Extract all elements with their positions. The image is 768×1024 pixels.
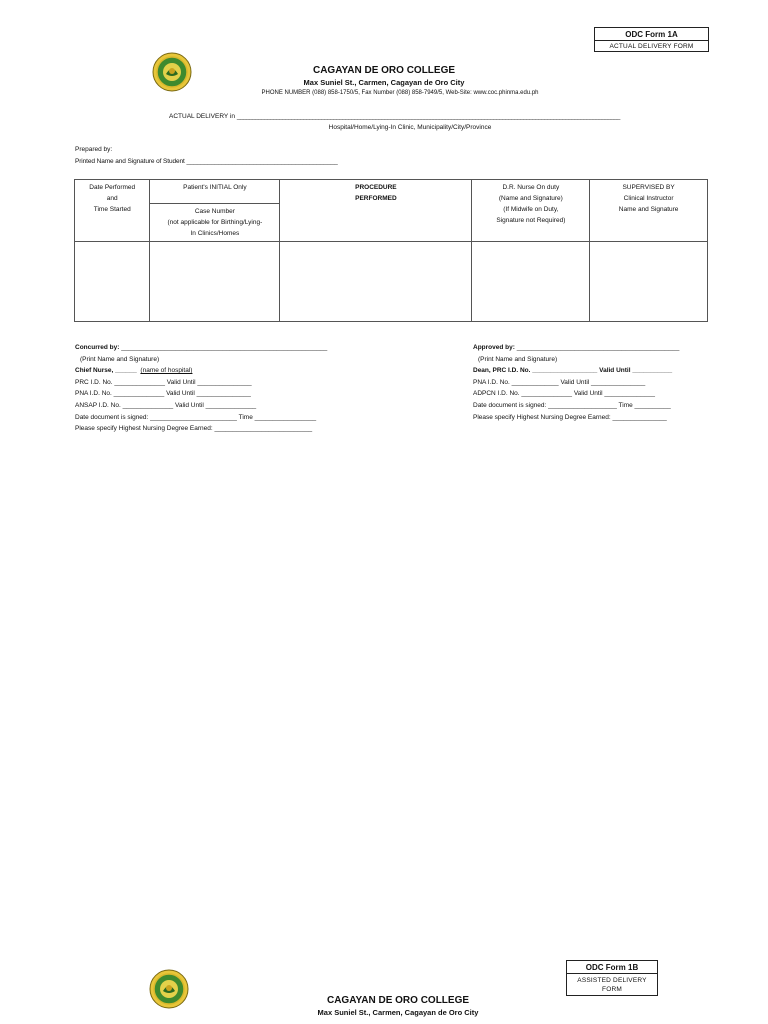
college-address: Max Suniel St., Carmen, Cagayan de Oro City [303, 78, 465, 87]
entry-nurse-cell[interactable] [472, 242, 590, 322]
form-name: ACTUAL DELIVERY FORM [609, 43, 694, 50]
approved-date: Date document is signed: ___________________ Time __________ [473, 401, 671, 409]
header-procedure [280, 180, 472, 242]
concurred-print: (Print Name and Signature) [80, 355, 160, 363]
entry-procedure-cell[interactable] [280, 242, 472, 322]
approved-pna: PNA I.D. No. _____________ Valid Until _______________ [473, 378, 646, 386]
approved-dean: Dean, PRC I.D. No. __________________ Valid Until ___________ [473, 367, 673, 375]
concurred-prc: PRC I.D. No. ______________ Valid Until _______________ [75, 378, 252, 386]
form-name-2a: ASSISTED DELIVERY [577, 977, 647, 984]
procedure-table [74, 179, 708, 322]
college-contact: PHONE NUMBER (088) 858-1750/5, Fax Number (088) 858-7949/5, Web-Site: www.coc.phinma.edu.ph [261, 90, 539, 96]
student-signature: Printed Name and Signature of Student ___________________________________________ [75, 158, 338, 165]
prepared-label: Prepared by: [75, 146, 113, 153]
delivery-label: ACTUAL DELIVERY in [169, 113, 235, 120]
entry-supervisor-cell[interactable] [590, 242, 708, 322]
performed-label: PERFORMED [355, 195, 397, 202]
midwife-label: (If Midwife on Duty, [503, 206, 559, 213]
form-code-2: ODC Form 1B [567, 961, 657, 974]
chief-nurse-label: Chief Nurse, ______ [75, 367, 137, 375]
form-code-box [594, 27, 709, 52]
header-dr-nurse [472, 180, 590, 242]
concurred-degree: Please specify Highest Nursing Degree Earned: ___________________________ [75, 425, 313, 433]
form-code-box-2 [566, 960, 658, 996]
approved-adpcn: ADPCN I.D. No. ______________ Valid Until ______________ [473, 390, 656, 398]
concurred-block [75, 342, 327, 435]
date-label: Date Performed [89, 184, 136, 191]
dr-nurse-label: D.R. Nurse On duty [502, 184, 560, 191]
table-entry-row [75, 242, 708, 322]
header-case-number [150, 204, 280, 242]
approved-block [473, 342, 679, 423]
concurred-label: Concurred by: [75, 344, 120, 351]
sig-not-required-label: Signature not Required) [496, 217, 566, 224]
form-name-2b: FORM [602, 986, 622, 993]
form-code: ODC Form 1A [595, 28, 708, 41]
hospital-name-note: (name of hospital) [140, 367, 193, 375]
header-supervised [590, 180, 708, 242]
concurred-pna: PNA I.D. No. ______________ Valid Until _______________ [75, 390, 251, 398]
procedure-label: PROCEDURE [355, 184, 397, 191]
supervised-label: SUPERVISED BY [622, 184, 675, 191]
approved-label: Approved by: [473, 344, 515, 351]
college-address-2: Max Suniel St., Carmen, Cagayan de Oro City [317, 1008, 479, 1017]
case-number-label: Case Number [194, 208, 235, 215]
and-label: and [106, 195, 118, 202]
header-patient-initial: Patient's INITIAL Only [150, 180, 280, 204]
approved-degree: Please specify Highest Nursing Degree Earned: _______________ [473, 413, 667, 421]
concurred-line: _________________________________________________________ [121, 344, 328, 351]
concurred-date: Date document is signed: ________________________ Time _________________ [75, 413, 317, 421]
approved-print: (Print Name and Signature) [478, 355, 558, 363]
college-name-2: CAGAYAN DE ORO COLLEGE [326, 995, 470, 1006]
delivery-line [169, 113, 620, 120]
entry-date-cell[interactable] [75, 242, 150, 322]
case-note-1: (not applicable for Birthing/Lying- [167, 219, 263, 226]
entry-patient-cell[interactable] [150, 242, 280, 322]
college-name: CAGAYAN DE ORO COLLEGE [312, 65, 456, 76]
case-note-2: In Clinics/Homes [190, 230, 240, 237]
clinical-instructor-label: Clinical Instructor [623, 195, 674, 202]
approved-line: _____________________________________________ [516, 344, 680, 351]
ci-name-sig-label: Name and Signature [618, 206, 679, 213]
delivery-blank: _______________________________________________________________________________________________________________________________ [236, 113, 620, 120]
time-label: Time Started [93, 206, 131, 213]
dr-name-sig-label: (Name and Signature) [498, 195, 563, 202]
delivery-sub: Hospital/Home/Lying-In Clinic, Municipality/City/Province [328, 124, 492, 131]
concurred-ansap: ANSAP I.D. No. ______________ Valid Until ______________ [75, 401, 257, 409]
header-date-time [75, 180, 150, 242]
